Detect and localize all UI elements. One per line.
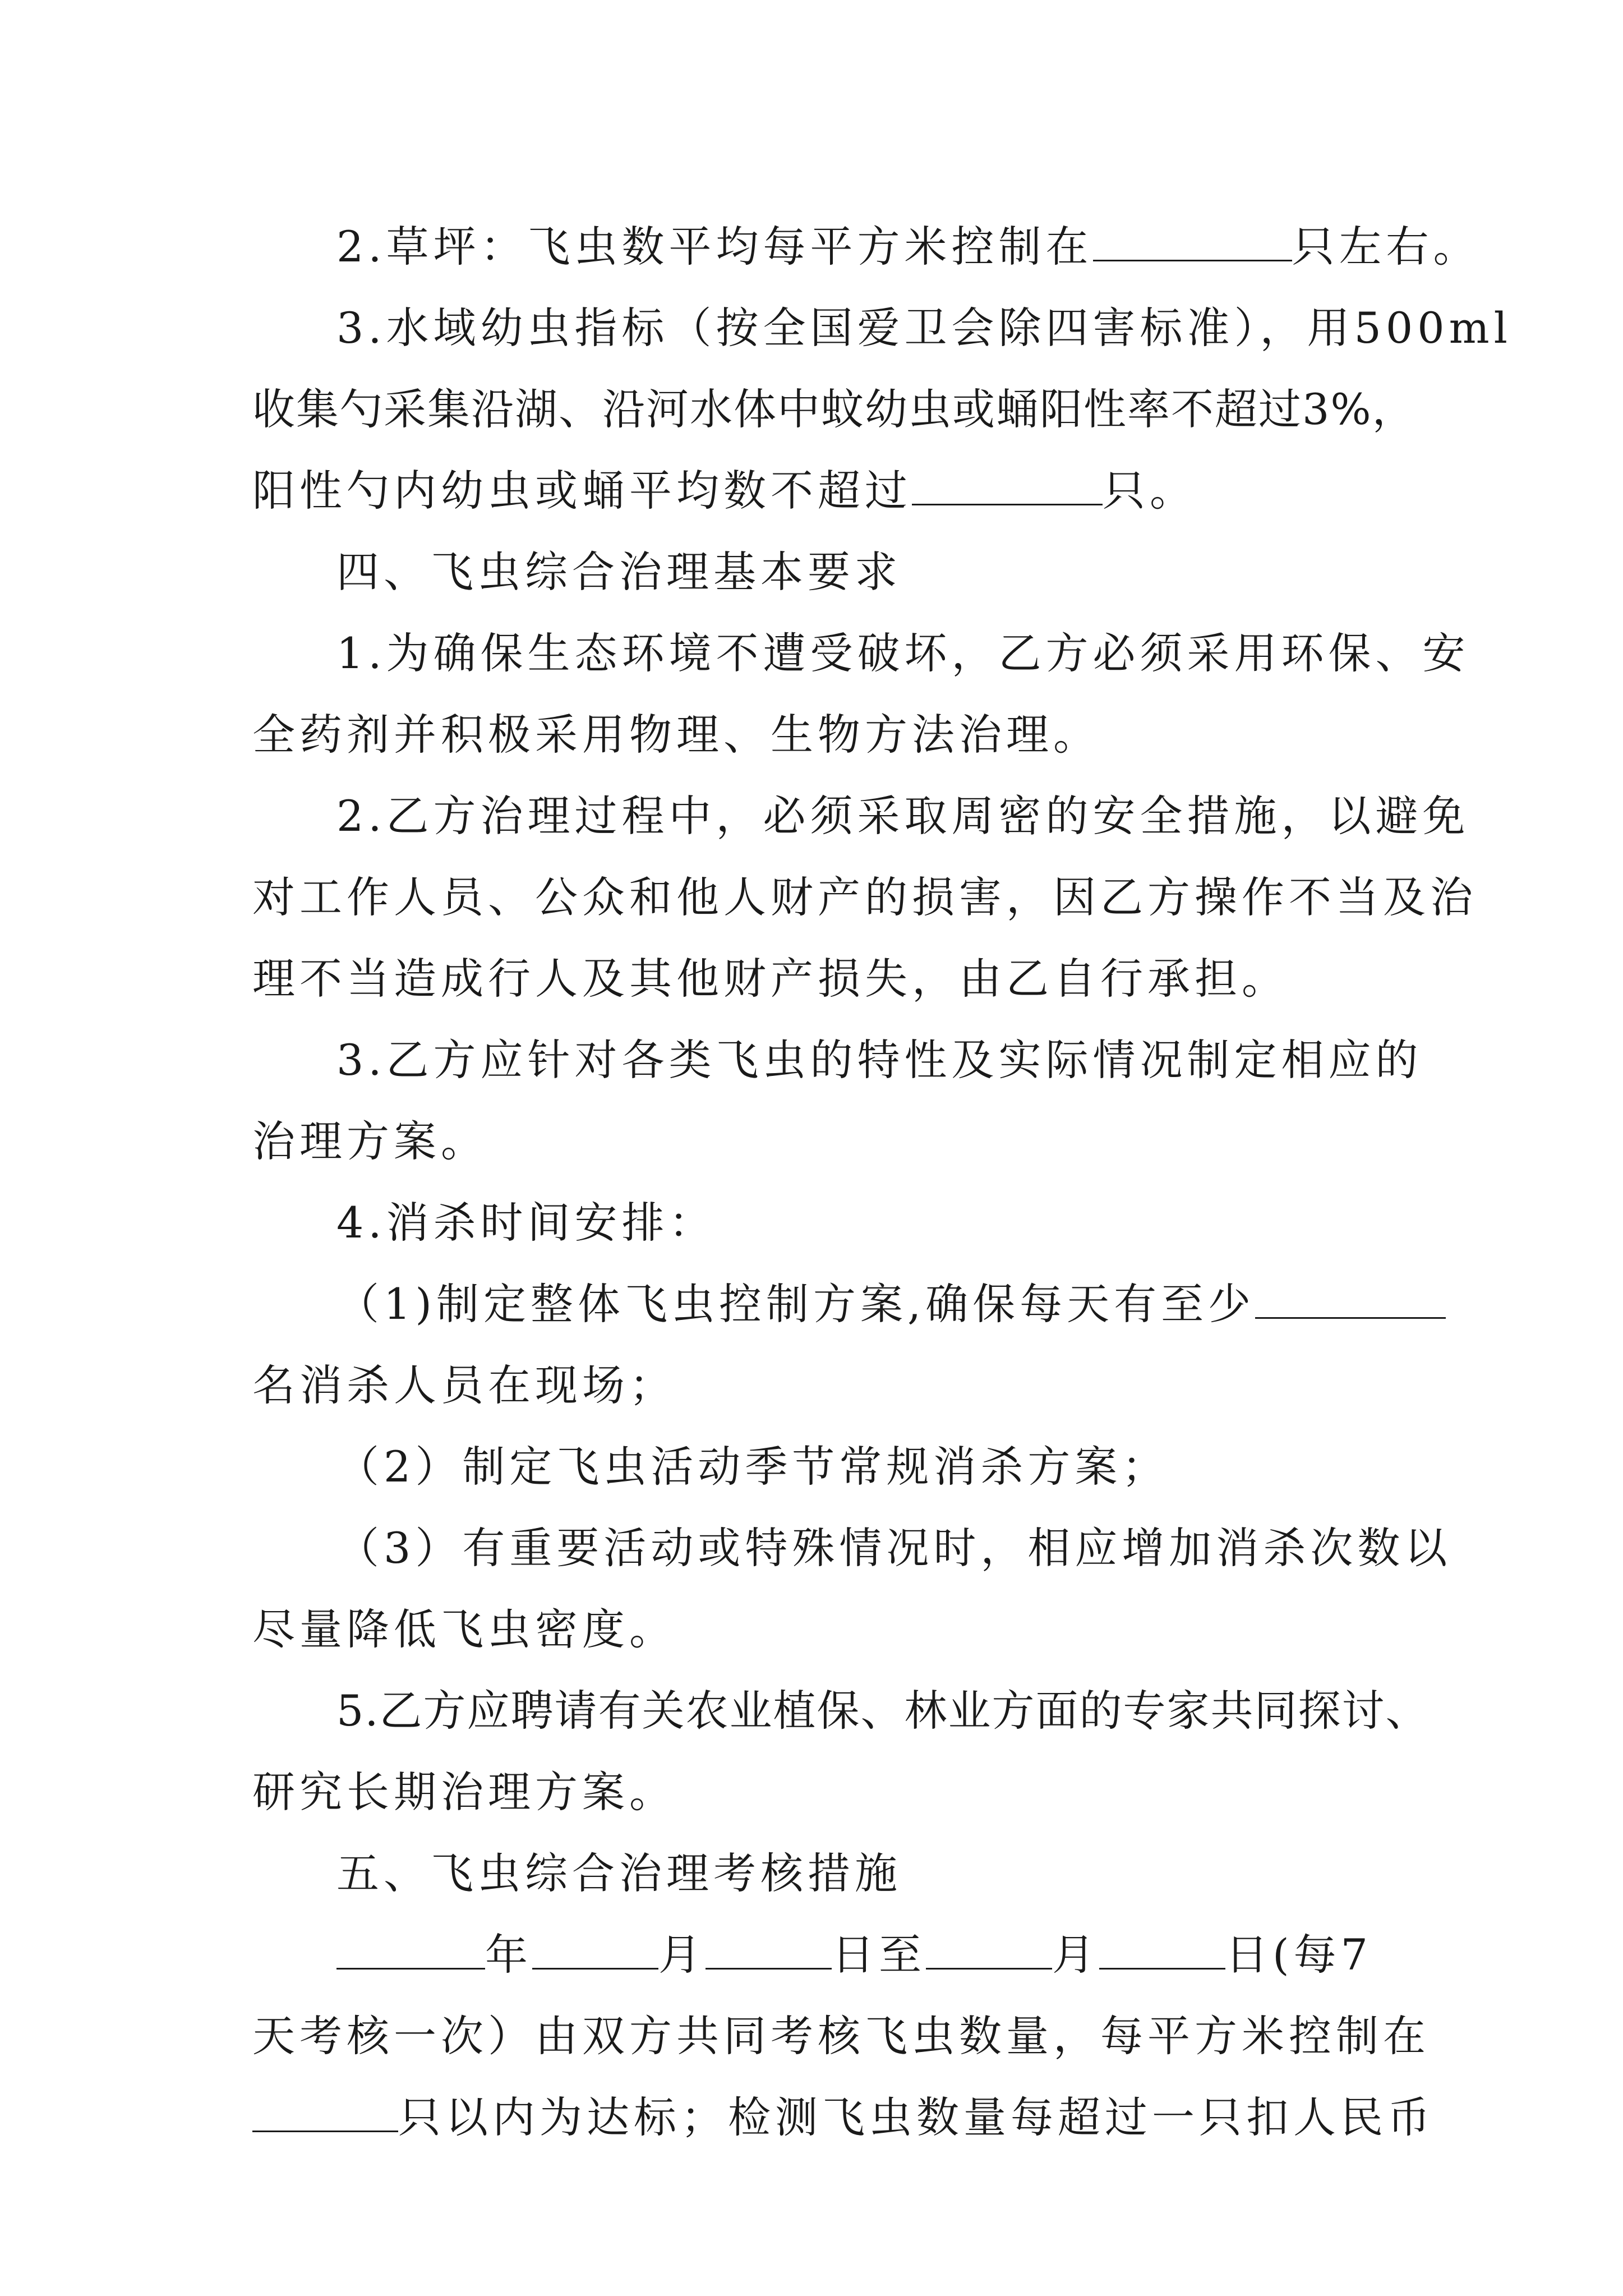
text-segment: 全药剂并积极采用物理、生物方法治理。 [252, 710, 1100, 760]
text-line [336, 1195, 1492, 1251]
text-segment: 天考核一次）由双方共同考核飞虫数量，每平方米控制在 [252, 2011, 1430, 2061]
text-line [252, 869, 1477, 926]
text-segment: 2.乙方治理过程中，必须采取周密的安全措施，以避免 [336, 791, 1470, 841]
text-line [252, 2008, 1430, 2064]
text-line [336, 219, 1492, 275]
text-line [252, 381, 1416, 438]
text-segment: 治理方案。 [252, 1116, 488, 1166]
text-segment: 研究长期治理方案。 [252, 1767, 676, 1817]
text-segment: 4.消杀时间安排： [336, 1198, 716, 1248]
fill-in-blank [912, 466, 1103, 505]
text-line [336, 1032, 1492, 1088]
text-line [336, 788, 1492, 844]
text-line [336, 1520, 1492, 1576]
text-segment: 只以内为达标；检测飞虫数量每超过一只扣人民币 [398, 2092, 1435, 2142]
text-line [252, 1358, 1408, 1414]
text-segment: 1.为确保生态环境不遭受破坏，乙方必须采用环保、安 [336, 628, 1470, 678]
text-segment: 只左右。 [1292, 222, 1481, 272]
fill-in-blank [1093, 222, 1292, 261]
text-segment: 阳性勺内幼虫或蛹平均数不超过 [252, 466, 912, 516]
text-segment: 日至 [832, 1930, 926, 1980]
text-segment: 5.乙方应聘请有关农业植保、林业方面的专家共同探讨、 [336, 1686, 1430, 1736]
text-segment: 尽量降低飞虫密度。 [252, 1604, 676, 1654]
text-line [252, 1764, 1408, 1820]
text-line [336, 1683, 1492, 1739]
text-segment: 对工作人员、公众和他人财产的损害，因乙方操作不当及治 [252, 872, 1477, 922]
text-segment: 只。 [1103, 466, 1197, 516]
text-segment: 3.水域幼虫指标（按全国爱卫会除四害标准），用500ml [336, 303, 1512, 353]
text-line [252, 707, 1408, 763]
text-segment: （1)制定整体飞虫控制方案,确保每天有至少 [336, 1279, 1256, 1329]
text-segment: 3.乙方应针对各类飞虫的特性及实际情况制定相应的 [336, 1035, 1423, 1085]
heading-text: 四、飞虫综合治理基本要求 [336, 547, 902, 597]
text-segment: 月 [1052, 1930, 1099, 1980]
text-segment: 年 [485, 1930, 532, 1980]
text-line [252, 463, 1408, 519]
text-line [336, 1439, 1492, 1495]
text-segment: 月 [658, 1930, 706, 1980]
text-segment: 2.草坪：飞虫数平均每平方米控制在 [336, 222, 1093, 272]
text-segment: 名消杀人员在现场； [252, 1360, 676, 1410]
fill-in-blank-day [706, 1930, 832, 1970]
fill-in-blank [1255, 1279, 1446, 1319]
text-segment: 收集勺采集沿湖、沿河水体中蚊幼虫或蛹阳性率不超过3%， [252, 384, 1416, 434]
text-line [252, 951, 1408, 1007]
text-segment: 日(每7 [1225, 1930, 1373, 1980]
text-segment: （3）有重要活动或特殊情况时，相应增加消杀次数以 [336, 1523, 1452, 1573]
text-line [336, 625, 1492, 682]
fill-in-blank-day [1099, 1930, 1225, 1970]
section-heading [336, 544, 1492, 600]
date-range-line [336, 1927, 1492, 1983]
text-line [336, 1276, 1492, 1332]
section-heading [336, 1846, 1492, 1902]
fill-in-blank-year [336, 1930, 485, 1970]
text-line [336, 300, 1512, 356]
fill-in-blank [252, 2092, 398, 2132]
heading-text: 五、飞虫综合治理考核措施 [336, 1848, 902, 1898]
text-line [252, 1114, 1408, 1170]
text-line [252, 2090, 1435, 2146]
text-line [252, 1602, 1408, 1658]
fill-in-blank-month [926, 1930, 1052, 1970]
text-segment: （2）制定飞虫活动季节常规消杀方案； [336, 1442, 1169, 1492]
text-segment: 理不当造成行人及其他财产损失，由乙自行承担。 [252, 954, 1289, 1004]
fill-in-blank-month [532, 1930, 658, 1970]
